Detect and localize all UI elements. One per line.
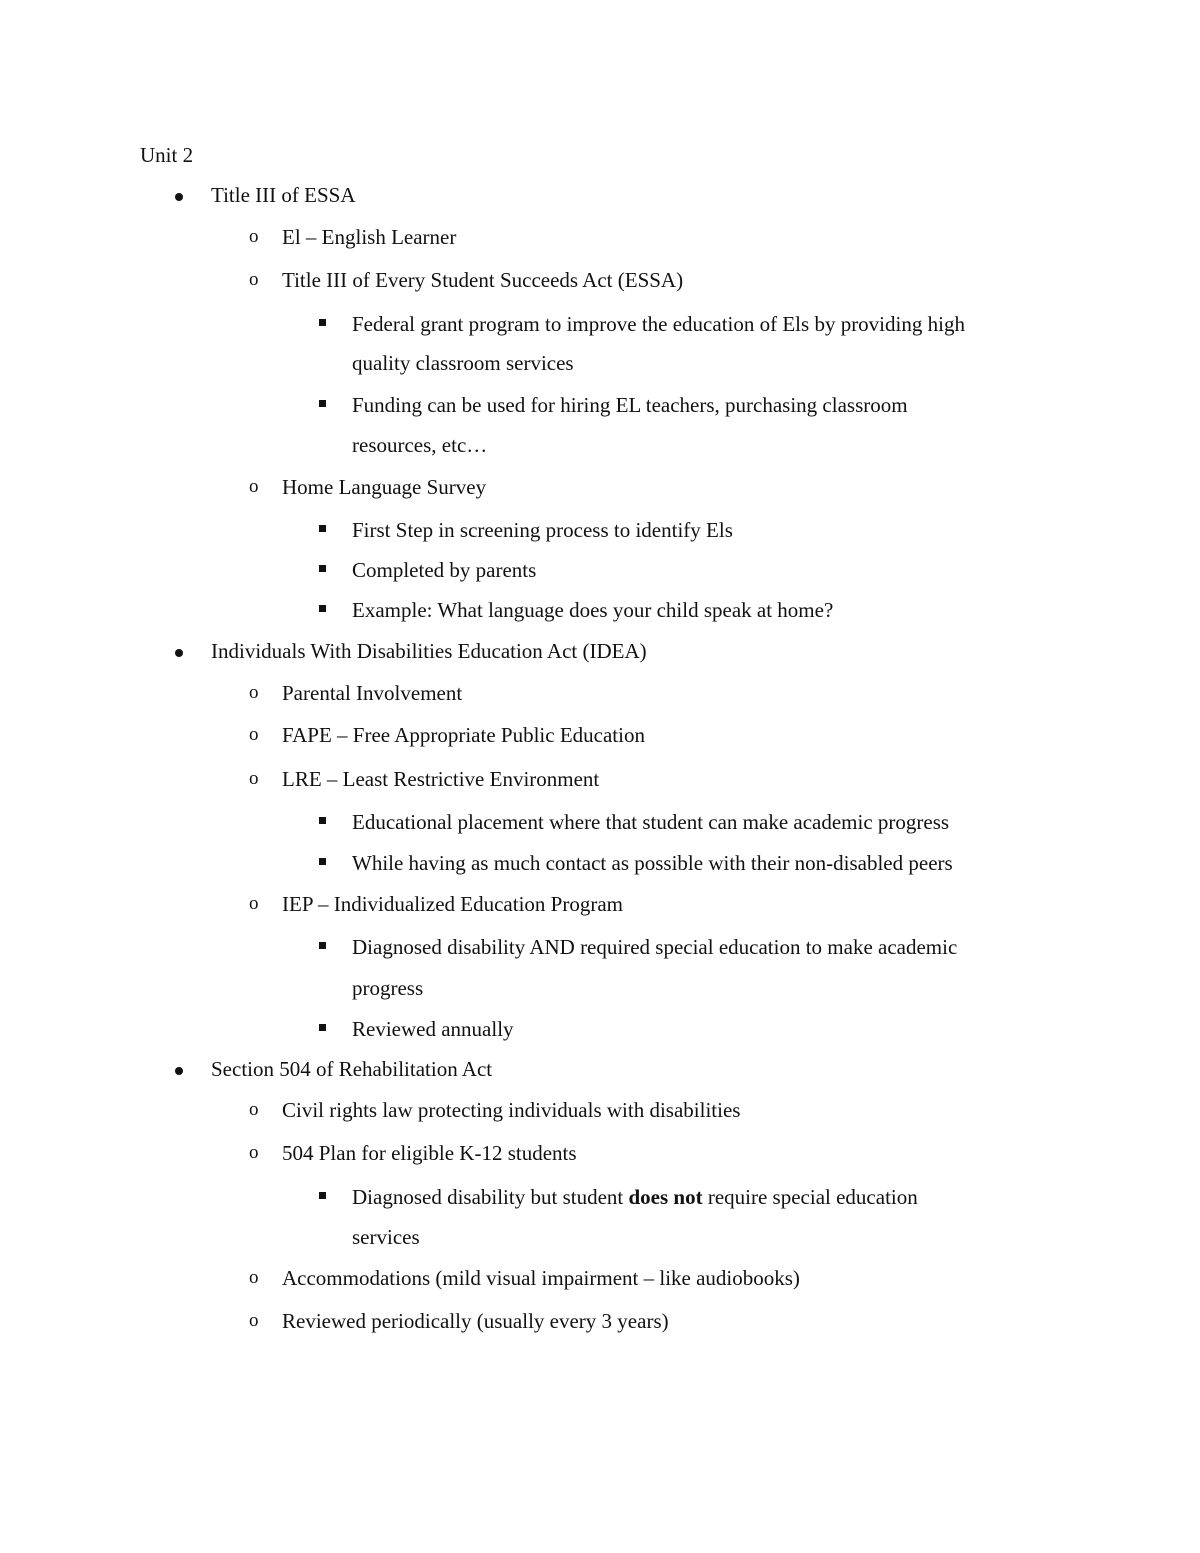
level3-item: Completed by parents: [352, 558, 537, 582]
level2-item: 504 Plan for eligible K-12 students: [282, 1141, 577, 1165]
text-segment: require special education: [702, 1185, 918, 1209]
bullet-square: [319, 1192, 326, 1199]
level3-item: Example: What language does your child speak at home?: [352, 598, 834, 622]
bullet-circle: o: [249, 724, 259, 745]
level2-item: IEP – Individualized Education Program: [282, 892, 623, 916]
level3-item: Educational placement where that student can make academic progress: [352, 810, 950, 834]
level3-item: Funding can be used for hiring EL teachers, purchasing classroom: [352, 393, 908, 417]
bullet-disc: [175, 1067, 183, 1075]
level2-item: LRE – Least Restrictive Environment: [282, 767, 600, 791]
bullet-circle: o: [249, 476, 259, 497]
bullet-circle: o: [249, 1099, 259, 1120]
level3-item: While having as much contact as possible with their non-disabled peers: [352, 851, 953, 875]
level3-item: Reviewed annually: [352, 1017, 514, 1041]
bullet-square: [319, 817, 326, 824]
bullet-disc: [175, 193, 183, 201]
level3-item-continuation: quality classroom services: [352, 351, 574, 375]
level2-item: Home Language Survey: [282, 475, 487, 499]
level3-item: Diagnosed disability AND required special education to make academic: [352, 935, 958, 959]
level3-item: [352, 1184, 918, 1210]
bullet-square: [319, 525, 326, 532]
bullet-square: [319, 565, 326, 572]
bullet-circle: o: [249, 226, 259, 247]
level3-item-continuation: progress: [352, 976, 424, 1000]
bullet-circle: o: [249, 1142, 259, 1163]
bold-emphasis: does not: [628, 1185, 703, 1209]
bullet-square: [319, 858, 326, 865]
bullet-square: [319, 1024, 326, 1031]
bullet-circle: o: [249, 893, 259, 914]
bullet-circle: o: [249, 1310, 259, 1331]
bullet-square: [319, 319, 326, 326]
bullet-square: [319, 605, 326, 612]
bullet-square: [319, 400, 326, 407]
level2-item: Civil rights law protecting individuals with disabilities: [282, 1098, 741, 1122]
bullet-square: [319, 942, 326, 949]
level2-item: FAPE – Free Appropriate Public Education: [282, 723, 645, 747]
bullet-circle: o: [249, 682, 259, 703]
level1-item: Individuals With Disabilities Education Act (IDEA): [211, 639, 647, 663]
bullet-disc: [175, 649, 183, 657]
level3-item: First Step in screening process to identify Els: [352, 518, 733, 542]
bullet-circle: o: [249, 269, 259, 290]
level2-item: Reviewed periodically (usually every 3 years): [282, 1309, 669, 1333]
level2-item: Title III of Every Student Succeeds Act (ESSA): [282, 268, 684, 292]
level1-item: Section 504 of Rehabilitation Act: [211, 1057, 493, 1081]
level3-item-continuation: services: [352, 1225, 420, 1249]
text-segment: Diagnosed disability but student: [352, 1185, 629, 1209]
bullet-circle: o: [249, 768, 259, 789]
level2-item: El – English Learner: [282, 225, 457, 249]
level2-item: Parental Involvement: [282, 681, 463, 705]
document-title: Unit 2: [140, 143, 194, 167]
level3-item-continuation: resources, etc…: [352, 433, 488, 457]
level1-item: Title III of ESSA: [211, 183, 356, 207]
level3-item: Federal grant program to improve the education of Els by providing high: [352, 312, 965, 336]
level2-item: Accommodations (mild visual impairment – like audiobooks): [282, 1266, 800, 1290]
bullet-circle: o: [249, 1267, 259, 1288]
